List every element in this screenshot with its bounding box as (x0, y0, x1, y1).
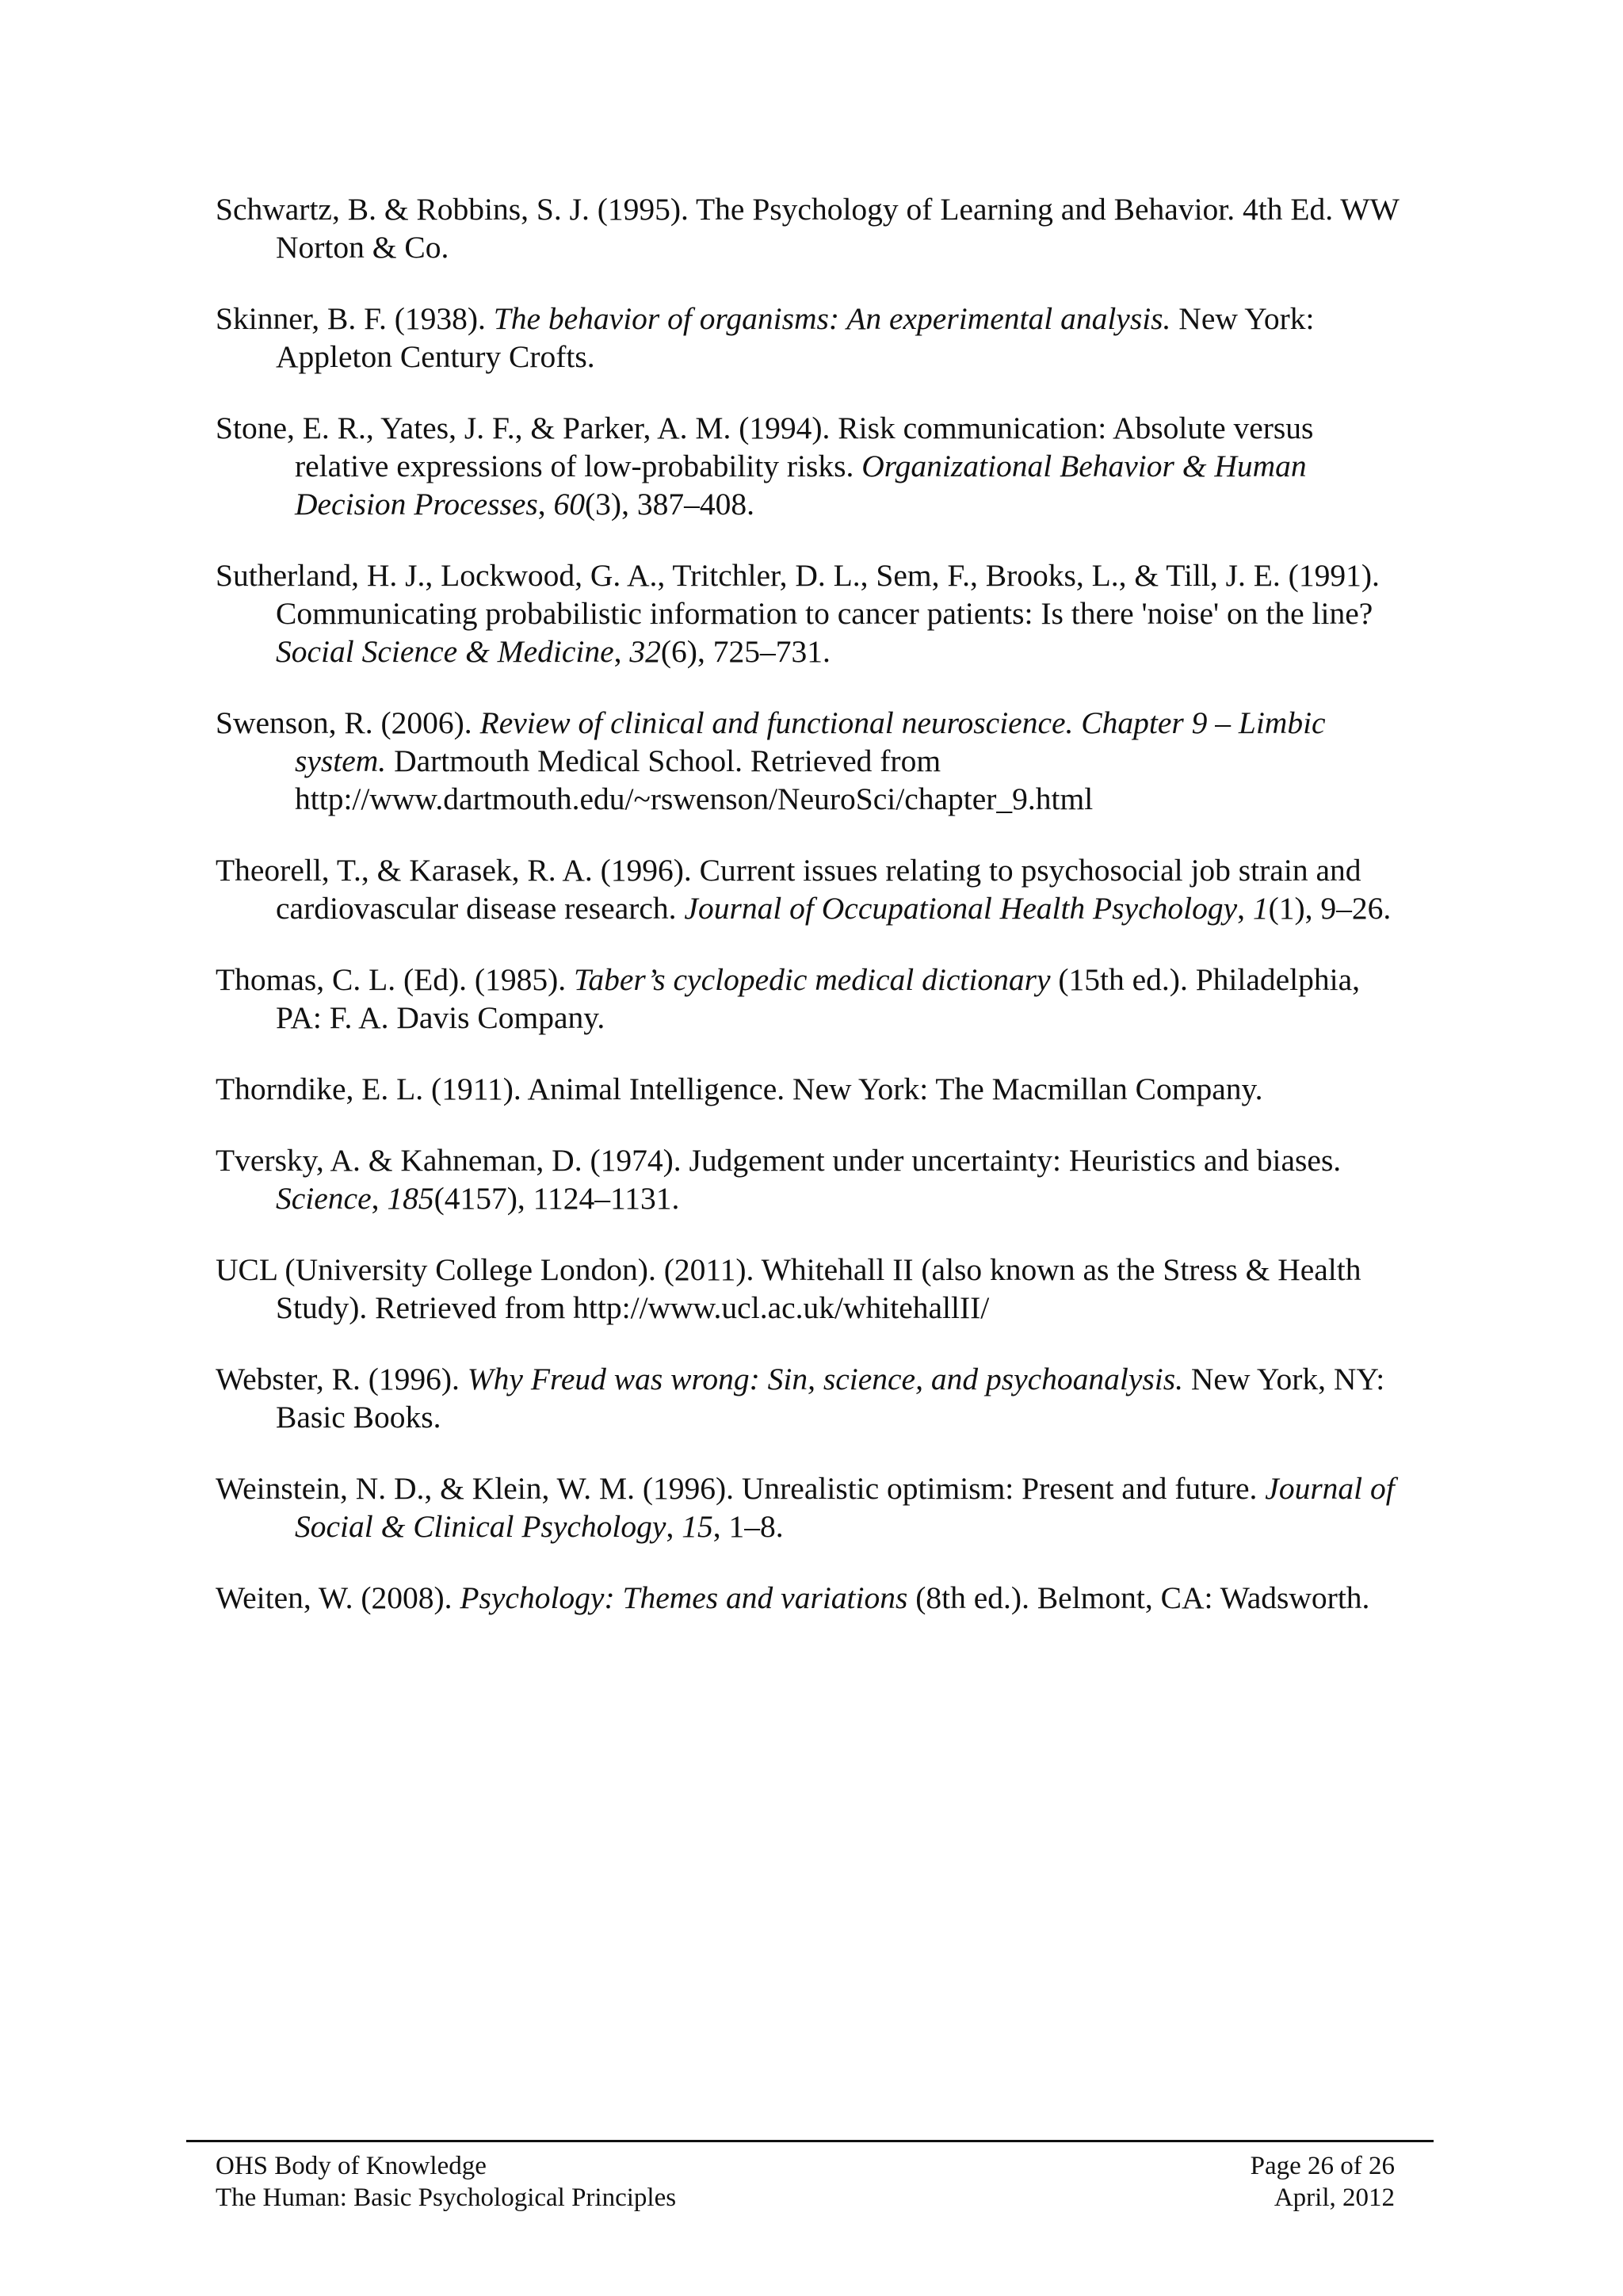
reference-text: Weiten, W. (2008). (216, 1580, 460, 1615)
reference-italic-text: Psychology: Themes and variations (460, 1580, 908, 1615)
reference-text: , (371, 1181, 388, 1216)
reference-text: Tversky, A. & Kahneman, D. (1974). Judgement under uncertainty: Heuristics and biases. (216, 1143, 1342, 1178)
reference-entry (216, 1360, 1412, 1436)
reference-entry (216, 556, 1412, 670)
reference-italic-text: Science (276, 1181, 372, 1216)
reference-text: New York: Appleton Century Crofts. (276, 301, 1315, 374)
reference-italic-text: Review of clinical and functional neuroscience. Chapter 9 – Limbic system. (295, 705, 1326, 778)
reference-text: Swenson, R. (2006). (216, 705, 480, 740)
reference-entry (216, 1579, 1412, 1617)
reference-text: (3), 387–408. (585, 487, 754, 521)
reference-italic-text: Why Freud was wrong: Sin, science, and psychoanalysis. (467, 1362, 1184, 1396)
footer-row-2 (216, 2182, 1395, 2214)
reference-text: (4157), 1124–1131. (433, 1181, 680, 1216)
reference-text: Stone, E. R., Yates, J. F., & Parker, A. M. (1994). Risk communication: Absolute versus relative expressions of low-probability risks. (216, 411, 1314, 483)
reference-text: New York, NY: Basic Books. (276, 1362, 1385, 1435)
reference-text: , (537, 487, 554, 521)
reference-text: , (1237, 891, 1253, 926)
reference-italic-text: Organizational Behavior & Human Decision Processes (295, 449, 1307, 521)
footer-document-title: OHS Body of Knowledge (216, 2152, 487, 2180)
reference-text: (15th ed.). Philadelphia, PA: F. A. Davis Company. (276, 962, 1361, 1035)
reference-entry (216, 851, 1412, 927)
reference-entry (216, 300, 1412, 376)
reference-list (216, 190, 1412, 1650)
reference-italic-text: 15 (682, 1509, 713, 1544)
reference-italic-text: 1 (1252, 891, 1269, 926)
reference-italic-text: 60 (553, 487, 586, 521)
reference-text: Thomas, C. L. (Ed). (1985). (216, 962, 574, 997)
reference-text: UCL (University College London). (2011). Whitehall II (also known as the Stress & Health Study). Retrieved from http://www.ucl.ac.uk/whitehallII/ (216, 1252, 1361, 1325)
reference-italic-text: Social Science & Medicine (276, 634, 614, 669)
reference-text: , 1–8. (712, 1509, 784, 1544)
reference-text: (6), 725–731. (660, 634, 831, 669)
footer-date: April, 2012 (1274, 2183, 1395, 2212)
reference-entry (216, 1251, 1412, 1327)
reference-text: Webster, R. (1996). (216, 1362, 468, 1396)
reference-entry (216, 190, 1412, 266)
reference-text: Skinner, B. F. (1938). (216, 301, 494, 336)
reference-italic-text: 185 (387, 1181, 434, 1216)
reference-text: Weinstein, N. D., & Klein, W. M. (1996). Unrealistic optimism: Present and future. (216, 1471, 1266, 1506)
reference-italic-text: Journal of Occupational Health Psychology (684, 891, 1238, 926)
reference-text: Schwartz, B. & Robbins, S. J. (1995). The Psychology of Learning and Behavior. 4th Ed. WW Norton & Co. (216, 192, 1400, 265)
reference-italic-text: The behavior of organisms: An experimental analysis. (493, 301, 1171, 336)
reference-entry (216, 704, 1412, 818)
reference-entry (216, 1469, 1412, 1545)
reference-italic-text: 32 (629, 634, 661, 669)
reference-text: (1), 9–26. (1268, 891, 1392, 926)
reference-text: Sutherland, H. J., Lockwood, G. A., Tritchler, D. L., Sem, F., Brooks, L., & Till, J. E. (1991). Communicating probabilistic information to cancer patients: Is there 'noise' on the line? (216, 558, 1380, 631)
reference-entry (216, 961, 1412, 1037)
reference-entry (216, 1070, 1412, 1108)
reference-italic-text: Taber’s cyclopedic medical dictionary (573, 962, 1051, 997)
reference-italic-text: Journal of Social & Clinical Psychology (295, 1471, 1395, 1544)
footer-divider (186, 2140, 1434, 2142)
page-footer (216, 2150, 1395, 2214)
reference-text: Theorell, T., & Karasek, R. A. (1996). Current issues relating to psychosocial job strain and cardiovascular disease research. (216, 853, 1361, 926)
reference-text: (8th ed.). Belmont, CA: Wadsworth. (907, 1580, 1370, 1615)
footer-page-number: Page 26 of 26 (1250, 2152, 1395, 2180)
reference-entry (216, 1141, 1412, 1217)
reference-text: , (613, 634, 630, 669)
reference-text: Dartmouth Medical School. Retrieved from http://www.dartmouth.edu/~rswenson/NeuroSci/chapter_9.html (295, 743, 1094, 816)
reference-text: Thorndike, E. L. (1911). Animal Intelligence. New York: The Macmillan Company. (216, 1072, 1263, 1106)
reference-text: , (666, 1509, 682, 1544)
footer-row-1 (216, 2150, 1395, 2182)
footer-chapter-title: The Human: Basic Psychological Principles (216, 2183, 677, 2212)
reference-entry (216, 409, 1412, 523)
